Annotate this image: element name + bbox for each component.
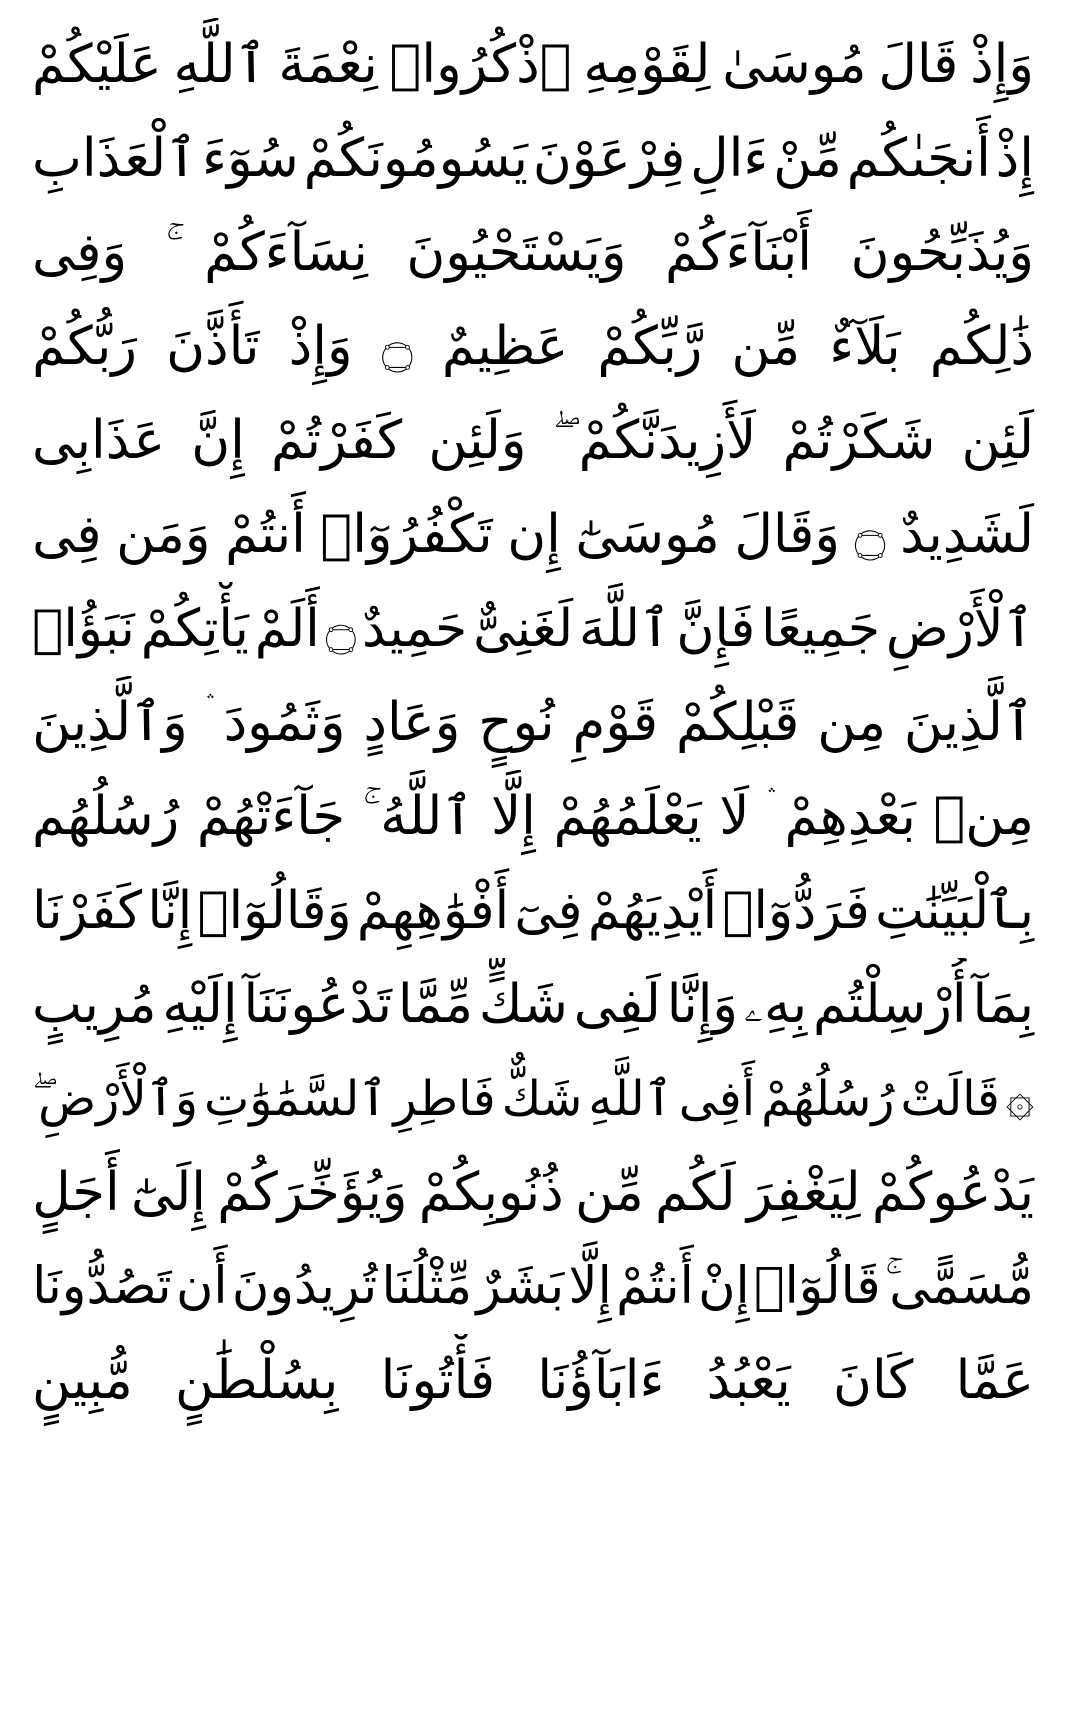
- verse-word: [765, 770, 769, 864]
- verse-word: تَأَذَّنَ: [166, 316, 260, 377]
- verse-word: مُوسَىٰ: [722, 34, 867, 95]
- verse-word: لِيَغْفِرَ: [746, 1162, 861, 1223]
- verse-word: رَبُّكُمْ: [32, 316, 137, 377]
- verse-word: مُرِيبٍ: [32, 974, 157, 1035]
- verse-word: مِن: [817, 692, 886, 753]
- verse-word: [361, 770, 365, 864]
- verse-line-11: [30, 958, 1036, 1052]
- verse-word: ٱلْعَذَابِ: [32, 128, 198, 189]
- verse-word: ۝: [325, 599, 357, 659]
- verse-word: أَيْدِيَهُمْ: [587, 881, 718, 941]
- verse-word: أَنتُمْ: [225, 504, 306, 565]
- verse-word: كَفَرْنَا: [32, 881, 143, 941]
- verse-word: إِذْ: [995, 128, 1034, 189]
- verse-word: لَغَنِىٌّ: [473, 599, 574, 659]
- verse-word: رُسُلُهُم: [32, 786, 180, 847]
- verse-word: قَوْمِ: [572, 692, 659, 753]
- verse-word: فَأْتُونَا: [380, 1350, 496, 1411]
- verse-line-4: [30, 300, 1036, 394]
- verse-word: قَالَ: [878, 34, 959, 95]
- verse-word: أَبْنَآءَكُمْ: [664, 222, 813, 283]
- verse-word: مُّبِينٍ: [32, 1350, 133, 1411]
- verse-word: وَلَئِن: [428, 410, 527, 471]
- verse-word: بِهِۦ: [743, 974, 808, 1035]
- verse-line-15: [30, 1334, 1036, 1428]
- verse-word: شَكٌّ: [501, 1071, 583, 1127]
- verse-word: حَمِيدٌ: [361, 599, 468, 659]
- verse-line-8: [30, 676, 1036, 770]
- verse-word: لَأَزِيدَنَّكُمْ: [578, 410, 757, 471]
- verse-word: ٱلَّذِينَ: [903, 692, 1034, 753]
- verse-word: يَعْبُدُ: [706, 1350, 791, 1411]
- verse-word: ءَالِ: [690, 128, 769, 189]
- verse-line-3: [30, 206, 1036, 300]
- verse-word: ٱذْكُرُوا۟: [389, 34, 572, 95]
- verse-word: وَيُذَبِّحُونَ: [850, 222, 1034, 283]
- verse-word: نُوحٍ: [478, 692, 555, 753]
- verse-word: تَدْعُونَنَآ: [243, 974, 392, 1035]
- verse-word: جَمِيعًا: [761, 599, 880, 659]
- verse-word: إِن: [507, 504, 561, 565]
- verse-word: مُّسَمًّى: [889, 1257, 1034, 1316]
- verse-word: أَنتُمْ: [616, 1257, 694, 1316]
- verse-word: ذَٰلِكُم: [929, 316, 1034, 377]
- verse-word: تُرِيدُونَ: [231, 1257, 378, 1316]
- verse-word: مِّمَّا: [397, 974, 473, 1035]
- verse-word: ۞: [1005, 1071, 1034, 1127]
- verse-word: شَكٍّ: [478, 974, 568, 1035]
- verse-word: [204, 676, 208, 770]
- verse-word: وَإِذْ: [970, 34, 1034, 95]
- verse-word: وَعَادٍ: [363, 692, 461, 753]
- verse-word: نِسَآءَكُمْ: [204, 222, 368, 283]
- verse-line-5: [30, 394, 1036, 488]
- verse-word: فِىٓ: [514, 881, 583, 941]
- verse-word: بِٱلْبَيِّنَٰتِ: [875, 881, 1034, 941]
- verse-word: بِمَآ: [972, 974, 1034, 1035]
- verse-word: وَقَالُوٓا۟: [197, 881, 352, 941]
- verse-word: لَفِى: [573, 974, 661, 1035]
- verse-word: وَٱلَّذِينَ: [32, 692, 188, 753]
- verse-line-14: [30, 1240, 1036, 1334]
- verse-line-1: [30, 18, 1036, 112]
- verse-word: عَذَابِى: [32, 410, 166, 471]
- verse-word: ٱللَّهِ: [588, 1071, 673, 1127]
- verse-word: لَا: [719, 786, 750, 847]
- verse-word: وَفِى: [32, 222, 128, 283]
- verse-word: بَعْدِهِمْ: [784, 786, 916, 847]
- verse-word: [30, 1052, 34, 1146]
- verse-word: وَثَمُودَ: [223, 692, 346, 753]
- verse-word: يَعْلَمُهُمْ: [553, 786, 702, 847]
- verse-word: إِنْ: [698, 1257, 750, 1316]
- verse-word: وَٱلْأَرْضِ: [38, 1071, 199, 1127]
- verse-word: مِّن: [575, 1162, 644, 1223]
- verse-word: إِلَّا: [568, 1257, 612, 1316]
- verse-word: عَمَّا: [955, 1350, 1034, 1411]
- verse-word: وَيَسْتَحْيُونَ: [406, 222, 627, 283]
- verse-word: مِّثْلُنَا: [381, 1257, 473, 1316]
- verse-word: يَأْتِكُمْ: [140, 599, 249, 659]
- verse-word: إِلَّا: [490, 786, 536, 847]
- verse-word: عَلَيْكُمْ: [32, 34, 162, 95]
- verse-word: فِرْعَوْنَ: [532, 128, 686, 189]
- verse-word: بَشَرٌ: [476, 1257, 565, 1316]
- verse-word: عَظِيمٌ: [441, 316, 569, 377]
- verse-word: إِلَيْهِ: [162, 974, 238, 1035]
- verse-word: لِقَوْمِهِ: [583, 34, 711, 95]
- verse-word: كَانَ: [833, 1350, 914, 1411]
- verse-word: ٱلسَّمَٰوَٰتِ: [204, 1071, 388, 1127]
- verse-word: جَآءَتْهُمْ: [196, 786, 346, 847]
- verse-word: فِى: [32, 504, 102, 565]
- verse-word: مِنۢ: [933, 786, 1034, 847]
- verse-word: قَالُوٓا۟: [754, 1257, 881, 1316]
- verse-line-2: [30, 112, 1036, 206]
- verse-word: يَسُومُونَكُمْ: [303, 128, 529, 189]
- verse-word: كَفَرْتُمْ: [270, 410, 403, 471]
- verse-word: رَّبِّكُمْ: [597, 316, 703, 377]
- verse-word: ذُنُوبِكُمْ: [418, 1162, 564, 1223]
- verse-word: أُرْسِلْتُم: [813, 974, 967, 1035]
- verse-word: تَكْفُرُوٓا۟: [320, 504, 493, 565]
- verse-word: قَالَتْ: [900, 1071, 1000, 1127]
- verse-word: لَئِن: [961, 410, 1034, 471]
- verse-word: أَلَمْ: [254, 599, 320, 659]
- verse-word: أَجَلٍ: [32, 1162, 120, 1223]
- verse-word: قَبْلِكُمْ: [675, 692, 800, 753]
- verse-word: وَإِنَّا: [666, 974, 739, 1035]
- verse-word: ٱللَّهَ: [579, 599, 671, 659]
- verse-word: شَكَرْتُمْ: [782, 410, 936, 471]
- verse-line-7: [30, 582, 1036, 676]
- verse-word: [164, 206, 168, 300]
- verse-word: مُوسَىٰٓ: [575, 504, 720, 565]
- verse-word: [883, 1240, 887, 1334]
- verse-word: فَرَدُّوٓا۟: [722, 881, 870, 941]
- verse-word: ۝: [381, 316, 413, 377]
- verse-word: إِنَّا: [147, 881, 193, 941]
- verse-word: مِّنْ: [773, 128, 842, 189]
- verse-word: ٱللَّهُ: [380, 786, 474, 847]
- verse-word: يَدْعُوكُمْ: [871, 1162, 1034, 1223]
- verse-word: أَفْوَٰهِهِمْ: [356, 881, 510, 941]
- verse-word: لَشَدِيدٌ: [900, 504, 1034, 565]
- verse-word: وَمَن: [116, 504, 211, 565]
- verse-line-12: [30, 1052, 1036, 1146]
- verse-word: أَنجَىٰكُم: [846, 128, 991, 189]
- verse-word: بِسُلْطَٰنٍ: [174, 1350, 339, 1411]
- verse-word: وَقَالَ: [734, 504, 840, 565]
- verse-word: أَن: [175, 1257, 228, 1316]
- verse-word: ۝: [854, 504, 886, 565]
- verse-word: مِّن: [731, 316, 801, 377]
- verse-line-6: [30, 488, 1036, 582]
- verse-word: إِنَّ: [191, 410, 245, 471]
- verse-line-10: [30, 864, 1036, 958]
- verse-word: وَإِذْ: [288, 316, 353, 377]
- verse-word: تَصُدُّونَا: [32, 1257, 172, 1316]
- verse-word: رُسُلُهُمْ: [761, 1071, 895, 1127]
- verse-word: نِعْمَةَ: [278, 34, 378, 95]
- verse-word: ٱلْأَرْضِ: [885, 599, 1034, 659]
- verse-word: إِلَىٰٓ: [130, 1162, 207, 1223]
- verse-word: [551, 394, 555, 488]
- mushaf-page: [30, 18, 1036, 1698]
- verse-word: ءَابَآؤُنَا: [537, 1350, 665, 1411]
- verse-word: لَكُم: [654, 1162, 736, 1223]
- verse-word: نَبَؤُا۟: [32, 599, 135, 659]
- verse-word: فَإِنَّ: [676, 599, 756, 659]
- verse-word: أَفِى: [678, 1071, 756, 1127]
- verse-word: ٱللَّهِ: [173, 34, 267, 95]
- verse-word: وَيُؤَخِّرَكُمْ: [217, 1162, 408, 1223]
- verse-line-9: [30, 770, 1036, 864]
- verse-word: سُوٓءَ: [202, 128, 299, 189]
- verse-line-13: [30, 1146, 1036, 1240]
- verse-word: بَلَآءٌ: [829, 316, 901, 377]
- verse-word: فَاطِرِ: [393, 1071, 496, 1127]
